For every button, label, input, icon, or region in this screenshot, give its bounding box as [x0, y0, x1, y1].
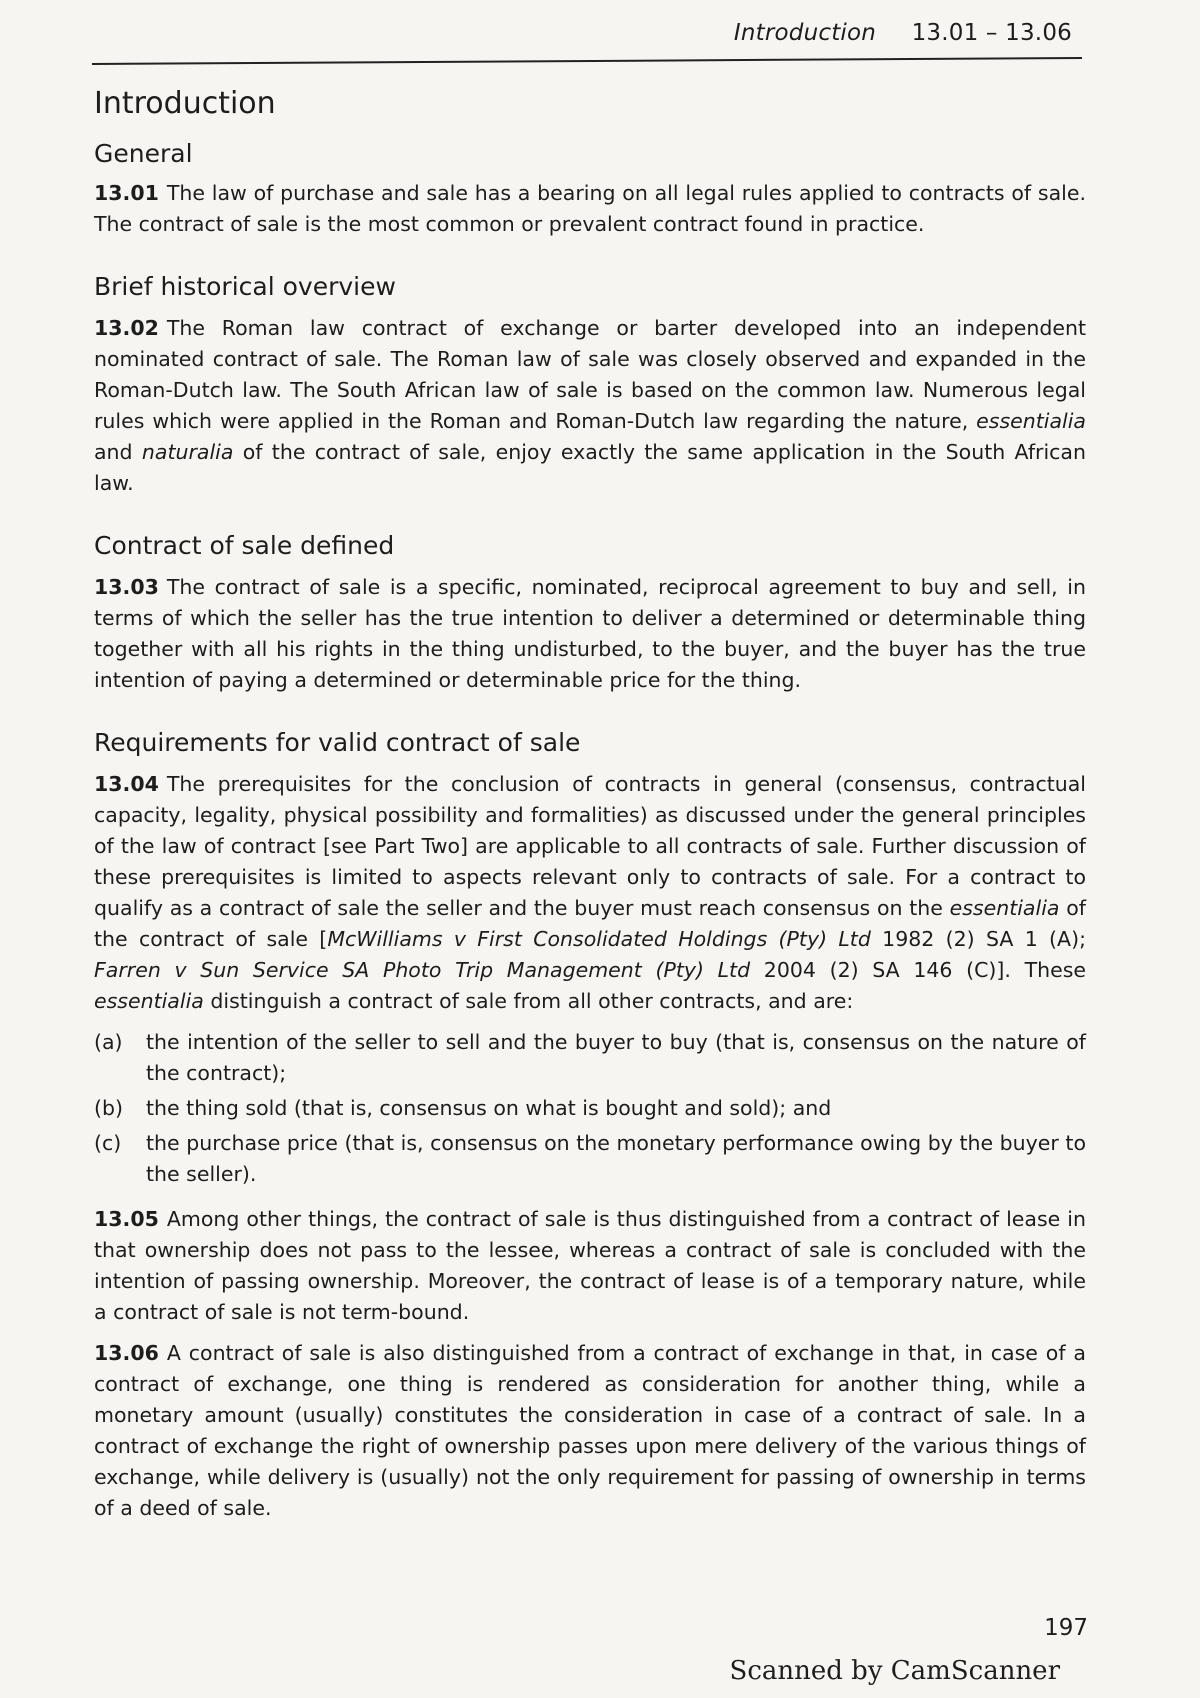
requirements-list [94, 1027, 1086, 1190]
paragraph-text: 1982 (2) SA 1 (A); [882, 927, 1086, 951]
case-citation: McWilliams v First Consolidated Holdings (Pty) Ltd [327, 927, 871, 951]
list-item-label: (c) [94, 1131, 122, 1155]
section-heading-defined: Contract of sale defined [94, 531, 395, 560]
list-item-text: the thing sold (that is, consensus on what is bought and sold); and [146, 1096, 832, 1120]
list-item-label: (b) [94, 1096, 124, 1120]
list-item-text: the intention of the seller to sell and the buyer to buy (that is, consensus on the nature of the contract); [146, 1030, 1086, 1085]
section-heading-general: General [94, 139, 193, 168]
paragraph-number: 13.05 [94, 1207, 159, 1231]
page-content [94, 86, 1086, 1534]
list-item-text: the purchase price (that is, consensus on the monetary performance owing by the buyer to the seller). [146, 1131, 1086, 1186]
paragraph-text: and [94, 440, 133, 464]
latin-term: essentialia [94, 989, 204, 1013]
paragraph-text: of the contract of sale, enjoy exactly the same application in the South African law. [94, 440, 1086, 495]
paragraph-number: 13.03 [94, 575, 159, 599]
list-item [94, 1093, 1086, 1124]
page-number: 197 [1044, 1615, 1088, 1641]
running-header [734, 20, 1072, 46]
list-item [94, 1128, 1086, 1190]
paragraph-number: 13.04 [94, 772, 159, 796]
paragraph-13-05 [94, 1204, 1086, 1328]
paragraph-text: The prerequisites for the conclusion of contracts in general (consensus, contractual capacity, legality, physical possibility and formalities) as discussed under the general principles of the law of contract [see Part Two] are applicable to all contracts of sale. Further discussion of these prerequisites is limited to aspects relevant only to contracts of sale. For a contract to qualify as a contract of sale the seller and the buyer must reach consensus on the [94, 772, 1086, 920]
paragraph-13-06 [94, 1338, 1086, 1524]
latin-term: essentialia [949, 896, 1060, 920]
running-header-range: 13.01 – 13.06 [911, 20, 1072, 46]
paragraph-number: 13.02 [94, 316, 159, 340]
paragraph-13-01 [94, 178, 1086, 240]
paragraph-number: 13.06 [94, 1341, 159, 1365]
paragraph-text: The law of purchase and sale has a bearing on all legal rules applied to contracts of sale. The contract of sale is the most common or prevalent contract found in practice. [94, 181, 1086, 236]
paragraph-text: The Roman law contract of exchange or barter developed into an independent nominated contract of sale. The Roman law of sale was closely observed and expanded in the Roman-Dutch law. The South African law of sale is based on the common law. Numerous legal rules which were applied in the Roman and Roman-Dutch law regarding the nature, [94, 316, 1086, 433]
section-heading-requirements: Requirements for valid contract of sale [94, 728, 581, 757]
running-header-section: Introduction [733, 20, 877, 46]
paragraph-text: A contract of sale is also distinguished from a contract of exchange in that, in case of a contract of exchange, one thing is rendered as consideration for another thing, while a monetary amount (usually) constitutes the consideration in case of a contract of sale. In a contract of exchange the right of ownership passes upon mere delivery of the various things of exchange, while delivery is (usually) not the only requirement for passing of ownership in terms of a deed of sale. [94, 1341, 1086, 1520]
latin-term: essentialia [976, 409, 1086, 433]
list-item [94, 1027, 1086, 1089]
chapter-title: Introduction [94, 86, 276, 121]
scanner-watermark: Scanned by CamScanner [729, 1656, 1060, 1686]
paragraph-text: The contract of sale is a specific, nominated, reciprocal agreement to buy and sell, in terms of which the seller has the true intention to deliver a determined or determinable thing together with all his rights in the thing undisturbed, to the buyer, and the buyer has the true intention of paying a determined or determinable price for the thing. [94, 575, 1086, 692]
paragraph-number: 13.01 [94, 181, 159, 205]
case-citation: Farren v Sun Service SA Photo Trip Management (Pty) Ltd [94, 958, 751, 982]
latin-term: naturalia [141, 440, 234, 464]
list-item-label: (a) [94, 1030, 123, 1054]
paragraph-13-03 [94, 572, 1086, 696]
paragraph-text: 2004 (2) SA 146 (C)]. These [763, 958, 1086, 982]
paragraph-text: of the contract of sale [ [94, 896, 1086, 951]
paragraph-13-02 [94, 313, 1086, 499]
header-rule [92, 57, 1082, 65]
paragraph-13-04 [94, 769, 1086, 1017]
section-heading-historical: Brief historical overview [94, 272, 396, 301]
paragraph-text: distinguish a contract of sale from all other contracts, and are: [210, 989, 854, 1013]
paragraph-text: Among other things, the contract of sale is thus distinguished from a contract of lease in that ownership does not pass to the lessee, whereas a contract of sale is concluded with the intention of passing ownership. Moreover, the contract of lease is of a temporary nature, while a contract of sale is not term-bound. [94, 1207, 1086, 1324]
